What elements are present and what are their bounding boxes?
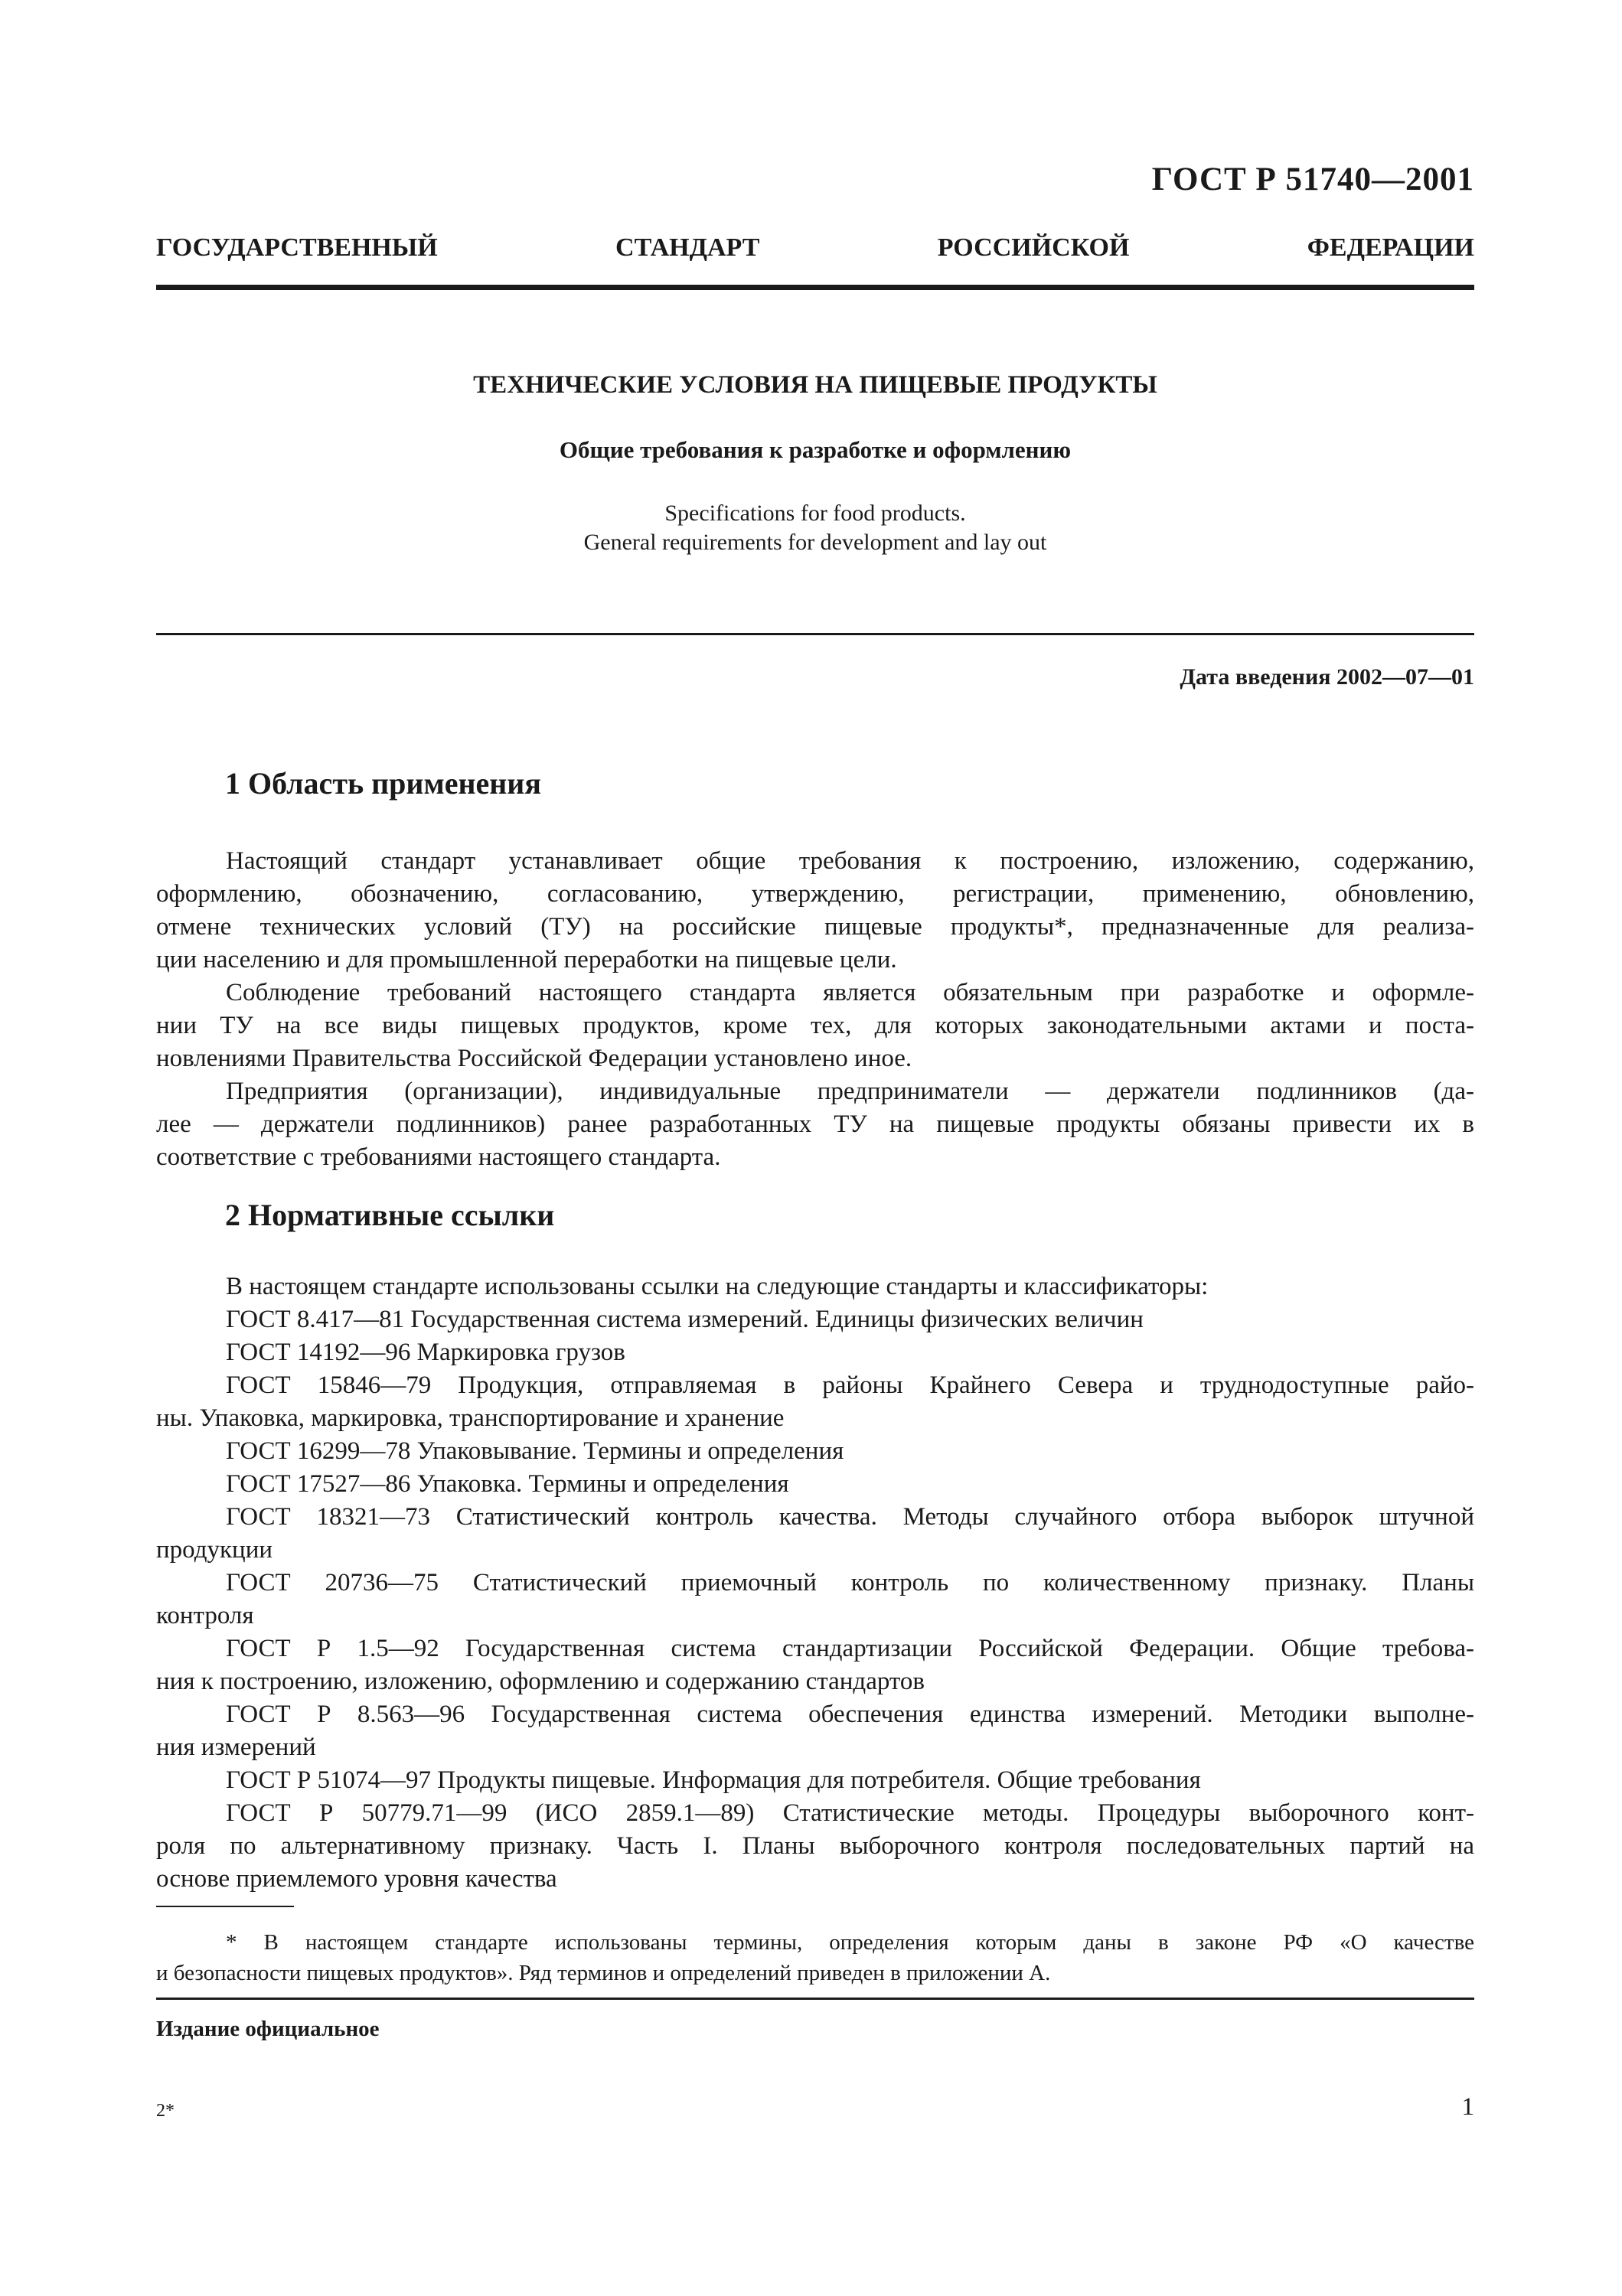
text-line: нии ТУ на все виды пищевых продуктов, кроме тех, для которых законодательными актами и поста- [156, 1012, 1474, 1039]
page-number: 1 [1461, 2093, 1474, 2121]
text-line: новлениями Правительства Российской Федерации установлено иное. [156, 1045, 912, 1072]
reference-line: ГОСТ 14192—96 Маркировка грузов [226, 1339, 625, 1366]
state-standard-word: ГОСУДАРСТВЕННЫЙ [156, 233, 438, 262]
reference-line: ГОСТ 15846—79 Продукция, отправляемая в районы Крайнего Севера и труднодоступные райо- [226, 1371, 1474, 1399]
text-line: В настоящем стандарте использованы ссылки на следующие стандарты и классификаторы: [226, 1273, 1209, 1300]
reference-line: контроля [156, 1602, 254, 1629]
footnote [156, 1927, 1474, 1988]
reference-line: ния измерений [156, 1733, 316, 1761]
reference-line: основе приемлемого уровня качества [156, 1865, 557, 1893]
state-standard-word: СТАНДАРТ [615, 233, 760, 262]
state-standard-word: ФЕДЕРАЦИИ [1307, 233, 1474, 262]
title-divider [156, 633, 1474, 635]
document-page [156, 0, 1474, 2296]
reference-line: ГОСТ Р 8.563—96 Государственная система обеспечения единства измерений. Методики выполне- [226, 1701, 1474, 1728]
text-line: соответствие с требованиями настоящего стандарта. [156, 1143, 721, 1171]
footer-divider [156, 1998, 1474, 2000]
section-1-heading: 1 Область применения [225, 766, 541, 801]
reference-line: ГОСТ 16299—78 Упаковывание. Термины и определения [226, 1437, 844, 1465]
state-standard-word: РОССИЙСКОЙ [937, 233, 1130, 262]
section-2-heading: 2 Нормативные ссылки [225, 1198, 555, 1232]
reference-line: ГОСТ 20736—75 Статистический приемочный контроль по количественному признаку. Планы [226, 1569, 1474, 1596]
state-standard-heading [156, 233, 1474, 263]
reference-line: роля по альтернативному признаку. Часть I. Планы выборочного контроля последовательных партий на [156, 1832, 1474, 1860]
edition-label: Издание официальное [156, 2017, 380, 2041]
document-subtitle: Общие требования к разработке и оформлению [559, 436, 1072, 463]
reference-line: ны. Упаковка, маркировка, транспортирование и хранение [156, 1404, 785, 1432]
english-title-line: Specifications for food products. [664, 501, 966, 526]
text-line: Настоящий стандарт устанавливает общие требования к построению, изложению, содержанию, [226, 847, 1474, 875]
text-line: отмене технических условий (ТУ) на российские пищевые продукты*, предназначенные для реализа- [156, 913, 1474, 941]
footnote-divider [156, 1906, 294, 1907]
reference-line: ГОСТ 18321—73 Статистический контроль качества. Методы случайного отбора выборок штучной [226, 1503, 1474, 1531]
footnote-line: и безопасности пищевых продуктов». Ряд терминов и определений приведен в приложении А. [156, 1961, 1051, 1985]
introduction-date: Дата введения 2002—07—01 [1180, 664, 1474, 690]
section-1-body [156, 845, 1474, 1174]
text-line: Предприятия (организации), индивидуальные предприниматели — держатели подлинников (да- [226, 1078, 1474, 1105]
sheet-mark: 2* [156, 2101, 175, 2121]
reference-line: продукции [156, 1536, 273, 1564]
header-divider [156, 285, 1474, 290]
text-line: ции населению и для промышленной переработки на пищевые цели. [156, 946, 897, 974]
reference-line: ГОСТ Р 50779.71—99 (ИСО 2859.1—89) Статистические методы. Процедуры выборочного конт- [226, 1799, 1474, 1827]
english-title [156, 499, 1474, 557]
footnote-line: * В настоящем стандарте использованы термины, определения которым даны в законе РФ «О качестве [226, 1930, 1474, 1955]
english-title-line: General requirements for development and lay out [583, 530, 1047, 555]
reference-line: ГОСТ Р 1.5—92 Государственная система стандартизации Российской Федерации. Общие требова- [226, 1635, 1474, 1662]
text-line: лее — держатели подлинников) ранее разработанных ТУ на пищевые продукты обязаны привести их в [156, 1110, 1474, 1138]
text-line: Соблюдение требований настоящего стандарта является обязательным при разработке и оформле- [226, 979, 1474, 1006]
document-title: ТЕХНИЧЕСКИЕ УСЛОВИЯ НА ПИЩЕВЫЕ ПРОДУКТЫ [473, 371, 1157, 399]
reference-line: ния к построению, изложению, оформлению и содержанию стандартов [156, 1668, 925, 1695]
text-line: оформлению, обозначению, согласованию, утверждению, регистрации, применению, обновлению, [156, 880, 1474, 908]
reference-line: ГОСТ Р 51074—97 Продукты пищевые. Информация для потребителя. Общие требования [226, 1766, 1201, 1794]
section-2-body [156, 1270, 1474, 1896]
gost-number: ГОСТ Р 51740—2001 [1151, 161, 1474, 197]
reference-line: ГОСТ 17527—86 Упаковка. Термины и определения [226, 1470, 789, 1498]
reference-line: ГОСТ 8.417—81 Государственная система измерений. Единицы физических величин [226, 1306, 1144, 1333]
